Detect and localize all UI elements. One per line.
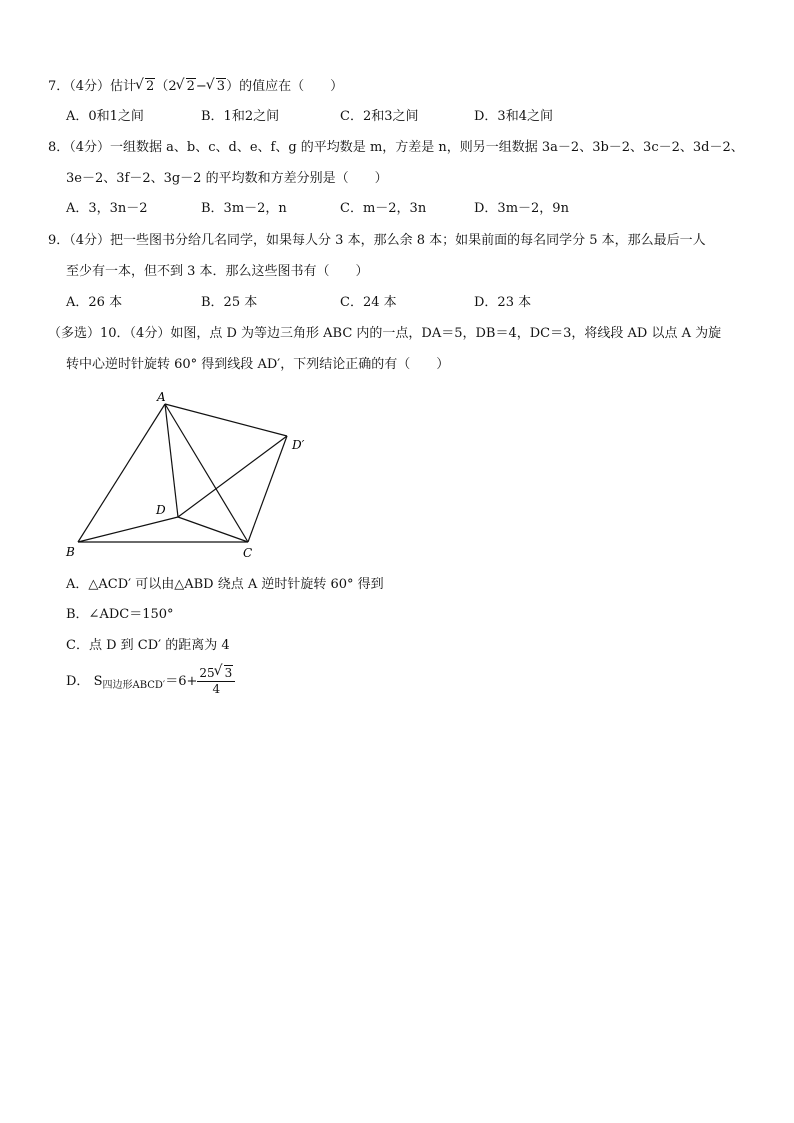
segment-ab — [78, 404, 165, 542]
q7-option-b[interactable]: B．1和2之间 — [201, 109, 280, 124]
segment-ad — [165, 404, 178, 517]
q9-stem-line1: 9．（4分）把一些图书分给几名同学，如果每人分 3 本，那么余 8 本；如果前面的每名同学分 5 本，那么最后一人 — [48, 233, 706, 248]
segment-cd — [178, 517, 248, 542]
q7-option-a[interactable]: A．0和1之间 — [66, 109, 144, 124]
q10-stem-line2: 转中心逆时针旋转 60° 得到线段 AD′，下列结论正确的有（ ） — [66, 357, 450, 372]
q7-sqrt-3: √ 3 — [207, 78, 226, 96]
q9-option-b[interactable]: B．25 本 — [201, 295, 258, 310]
q8-option-c[interactable]: C．m－2，3n — [340, 201, 427, 216]
label-c: C — [243, 546, 253, 560]
q8-option-b[interactable]: B．3m－2，n — [201, 201, 287, 216]
q9-option-a[interactable]: A．26 本 — [66, 295, 123, 310]
q10-option-d-equals: ＝6+ — [165, 674, 198, 689]
q8-stem-line1: 8．（4分）一组数据 a、b、c、d、e、f、g 的平均数是 m，方差是 n，则另一组数据 3a－2、3b－2、3c－2、3d－2、 — [48, 140, 744, 155]
label-b: B — [66, 545, 75, 559]
q10-option-d-label: D． — [66, 674, 90, 689]
segment-dd-prime — [178, 436, 287, 517]
q10-option-d-area-subscript: 四边形ABCD′ — [102, 680, 166, 691]
segment-bd — [78, 517, 178, 542]
q10-option-d-fraction: $\frac{25√ 3}{4}$ — [197, 666, 235, 697]
q7-option-d[interactable]: D．3和4之间 — [474, 109, 553, 124]
q8-option-d[interactable]: D．3m－2，9n — [474, 201, 569, 216]
q7-stem-prefix: 7．（4分）估计 — [48, 79, 137, 94]
q8-option-a[interactable]: A．3，3n－2 — [66, 201, 148, 216]
q10-option-c[interactable]: C．点 D 到 CD′ 的距离为 4 — [66, 638, 230, 653]
q7-sqrt-2b: √ 2 — [177, 78, 196, 96]
q10-option-b[interactable]: B．∠ADC＝150° — [66, 607, 174, 622]
label-a: A — [157, 390, 166, 404]
q9-option-d[interactable]: D．23 本 — [474, 295, 532, 310]
q10-stem-line1: （多选）10．（4分）如图，点 D 为等边三角形 ABC 内的一点，DA＝5，DB＝4，DC＝3，将线段 AD 以点 A 为旋 — [48, 326, 722, 341]
segment-ad-prime — [165, 404, 287, 436]
segment-ac — [165, 404, 248, 542]
q10-option-d-area-symbol: S — [93, 674, 103, 689]
q7-option-c[interactable]: C．2和3之间 — [340, 109, 419, 124]
q7-minus: − — [195, 79, 207, 94]
q9-stem-line2: 至少有一本，但不到 3 本．那么这些图书有（ ） — [66, 264, 369, 279]
label-d-prime: D′ — [292, 438, 305, 452]
q7-sqrt-2: √ 2 — [136, 78, 155, 96]
label-d: D — [156, 503, 166, 517]
q8-stem-line2: 3e－2、3f－2、3g－2 的平均数和方差分别是（ ） — [66, 171, 388, 186]
q7-stem-suffix: ）的值应在（ ） — [226, 79, 344, 94]
q10-option-d[interactable] — [66, 664, 235, 704]
segment-cd-prime — [248, 436, 287, 542]
q10-option-a[interactable]: A．△ACD′ 可以由△ABD 绕点 A 逆时针旋转 60° 得到 — [66, 577, 384, 592]
q7-paren-open: （2 — [155, 79, 177, 94]
q9-option-c[interactable]: C．24 本 — [340, 295, 397, 310]
